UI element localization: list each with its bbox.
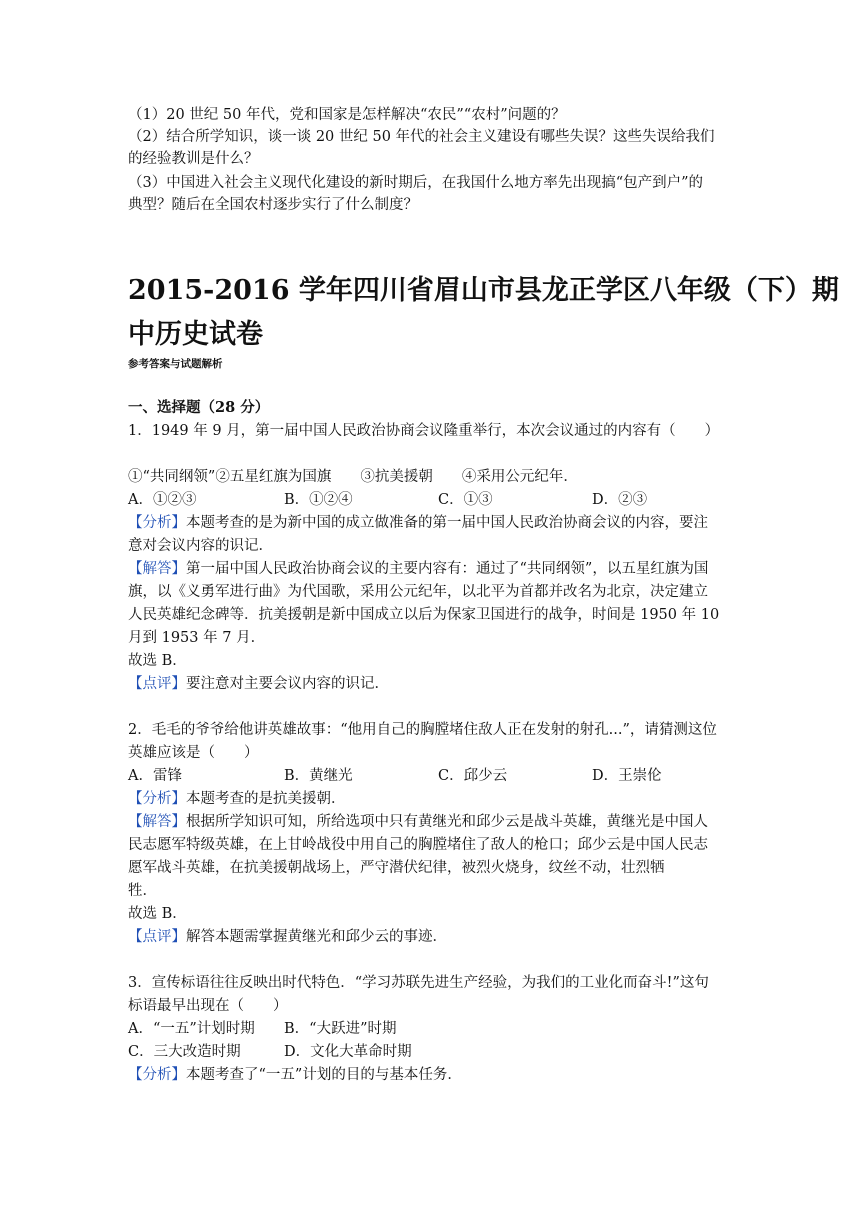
q1-review (128, 673, 389, 695)
q2-option-a: A．雷锋 (128, 768, 182, 784)
q2-answer-cont-1: 民志愿军特级英雄，在上甘岭战役中用自己的胸膛堵住了敌人的枪口；邱少云是中国人民志 (128, 837, 708, 853)
analysis-tag: 【分析】 (128, 791, 186, 807)
page-subtitle: 参考答案与试题解析 (128, 358, 223, 370)
q1-answer-cont-1: 旗，以《义勇军进行曲》为代国歌，采用公元纪年，以北平为首都并改名为北京，决定建立 (128, 584, 708, 600)
q1-choice: 故选 B． (128, 653, 187, 669)
review-tag: 【点评】 (128, 929, 186, 945)
answer-tag: 【解答】 (128, 561, 186, 577)
q1-answer-text: 第一届中国人民政治协商会议的主要内容有：通过了“共同纲领”，以五星红旗为国 (186, 561, 709, 577)
q2-analysis (128, 788, 346, 810)
q3-stem: 3．宣传标语往往反映出时代特色．“学习苏联先进生产经验，为我们的工业化而奋斗!”这句 (128, 975, 709, 991)
section-heading: 一、选择题（28 分） (128, 399, 270, 416)
q2-answer-text: 根据所学知识可知，所给选项中只有黄继光和邱少云是战斗英雄，黄继光是中国人 (186, 814, 708, 830)
q1-analysis-text: 本题考查的是为新中国的成立做准备的第一届中国人民政治协商会议的内容，要注 (186, 515, 708, 531)
q2-stem-cont: 英雄应该是（ ） (128, 745, 259, 761)
q3-option-d: D．文化大革命时期 (284, 1044, 412, 1060)
question-part-3: （3）中国进入社会主义现代化建设的新时期后，在我国什么地方率先出现搞“包产到户”的 (128, 175, 704, 191)
review-tag: 【点评】 (128, 676, 186, 692)
q3-analysis (128, 1064, 462, 1086)
q1-answer-cont-2: 人民英雄纪念碑等．抗美援朝是新中国成立以后为保家卫国进行的战争，时间是 1950 年 10 (128, 607, 720, 623)
question-part-2: （2）结合所学知识，谈一谈 20 世纪 50 年代的社会主义建设有哪些失误？这些失误给我们 (128, 129, 715, 145)
q2-answer-cont-2: 愿军战斗英雄，在抗美援朝战场上，严守潜伏纪律，被烈火烧身，纹丝不动，壮烈牺 (128, 860, 665, 876)
q1-review-text: 要注意对主要会议内容的识记． (186, 676, 389, 692)
analysis-tag: 【分析】 (128, 515, 186, 531)
question-part-3-cont: 典型？随后在全国农村逐步实行了什么制度？ (128, 197, 418, 213)
q2-answer (128, 811, 708, 833)
answer-tag: 【解答】 (128, 814, 186, 830)
question-part-1: （1）20 世纪 50 年代，党和国家是怎样解决“农民”“农村”问题的？ (128, 107, 566, 123)
question-part-2-cont: 的经验教训是什么？ (128, 151, 259, 167)
q3-option-c: C．三大改造时期 (128, 1044, 241, 1060)
q1-analysis-cont: 意对会议内容的识记． (128, 538, 273, 554)
q1-analysis (128, 512, 708, 534)
page-title-line-2: 中历史试卷 (128, 319, 263, 350)
q1-items: ①“共同纲领”②五星红旗为国旗 ③抗美援朝 ④采用公元纪年． (128, 469, 578, 485)
q3-option-a: A．“一五”计划时期 (128, 1021, 255, 1037)
q2-review-text: 解答本题需掌握黄继光和邱少云的事迹． (186, 929, 447, 945)
q1-option-c: C．①③ (438, 492, 493, 508)
q1-answer-cont-3: 月到 1953 年 7 月． (128, 630, 266, 646)
q2-answer-cont-3: 牲． (128, 883, 157, 899)
q2-stem: 2．毛毛的爷爷给他讲英雄故事：“他用自己的胸膛堵住敌人正在发射的射孔...”，请猜测这位 (128, 722, 717, 738)
q2-option-c: C．邱少云 (438, 768, 508, 784)
q2-option-b: B．黄继光 (284, 768, 353, 784)
q1-stem: 1．1949 年 9 月，第一届中国人民政治协商会议隆重举行，本次会议通过的内容有（ ） (128, 423, 720, 439)
q3-analysis-text: 本题考查了“一五”计划的目的与基本任务． (186, 1067, 462, 1083)
page-title-line-1: 2015-2016 学年四川省眉山市县龙正学区八年级（下）期 (128, 275, 839, 306)
q1-option-d: D．②③ (592, 492, 648, 508)
q3-option-b: B．“大跃进”时期 (284, 1021, 397, 1037)
q2-choice: 故选 B． (128, 906, 187, 922)
q1-option-a: A．①②③ (128, 492, 197, 508)
q1-answer (128, 558, 708, 580)
q2-option-d: D．王崇伦 (592, 768, 662, 784)
q2-analysis-text: 本题考查的是抗美援朝． (186, 791, 346, 807)
analysis-tag: 【分析】 (128, 1067, 186, 1083)
q2-review (128, 926, 447, 948)
q3-stem-cont: 标语最早出现在（ ） (128, 998, 288, 1014)
q1-option-b: B．①②④ (284, 492, 353, 508)
